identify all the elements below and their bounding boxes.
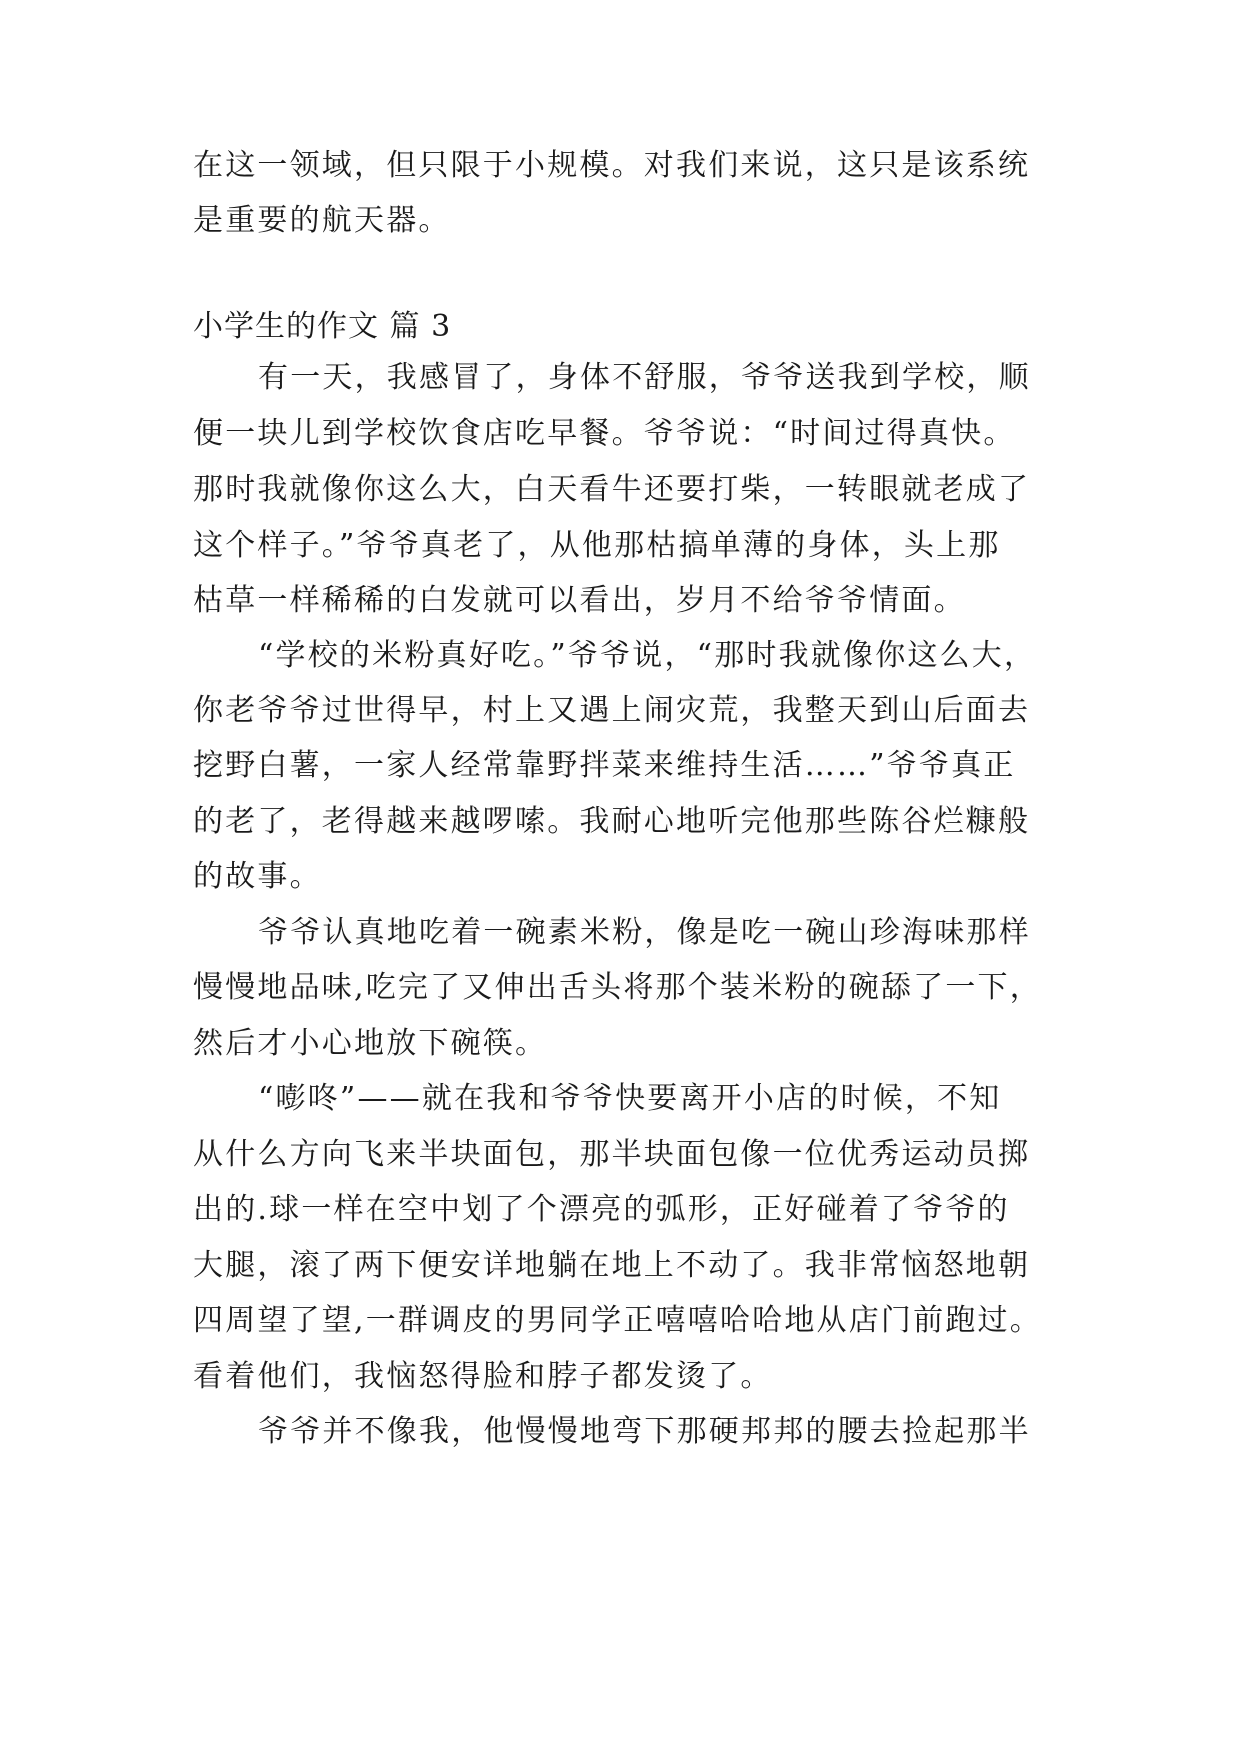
paragraph-2-line-3: 挖野白薯，一家人经常靠野拌菜来维持生活……”爷爷真正	[193, 748, 1016, 783]
paragraph-1-line-4: 这个样子。”爷爷真老了，从他那枯搞单薄的身体，头上那	[193, 528, 1001, 563]
continuation-line-2: 是重要的航天器。	[193, 203, 451, 238]
section-title: 小学生的作文 篇 3	[193, 309, 452, 344]
paragraph-4-line-1: “嘭咚”——就在我和爷爷快要离开小店的时候，不知	[258, 1081, 1002, 1116]
paragraph-1-line-5: 枯草一样稀稀的白发就可以看出，岁月不给爷爷情面。	[193, 583, 966, 618]
paragraph-4-line-5: 四周望了望,一群调皮的男同学正嘻嘻哈哈地从店门前跑过。	[193, 1303, 1042, 1338]
paragraph-2-line-5: 的故事。	[193, 859, 322, 894]
paragraph-3-line-3: 然后才小心地放下碗筷。	[193, 1026, 548, 1061]
paragraph-4-line-3: 出的.球一样在空中划了个漂亮的弧形，正好碰着了爷爷的	[193, 1192, 1010, 1227]
paragraph-5-line-1: 爷爷并不像我，他慢慢地弯下那硬邦邦的腰去捡起那半	[258, 1414, 1031, 1449]
paragraph-1-line-3: 那时我就像你这么大，白天看牛还要打柴，一转眼就老成了	[193, 472, 1031, 507]
paragraph-3-line-1: 爷爷认真地吃着一碗素米粉，像是吃一碗山珍海味那样	[258, 915, 1031, 950]
paragraph-4-line-2: 从什么方向飞来半块面包，那半块面包像一位优秀运动员掷	[193, 1137, 1031, 1172]
paragraph-4-line-4: 大腿，滚了两下便安详地躺在地上不动了。我非常恼怒地朝	[193, 1248, 1031, 1283]
continuation-line-1: 在这一领域，但只限于小规模。对我们来说，这只是该系统	[193, 148, 1031, 183]
paragraph-1-line-1: 有一天，我感冒了，身体不舒服，爷爷送我到学校，顺	[258, 360, 1031, 395]
paragraph-4-line-6: 看着他们，我恼怒得脸和脖子都发烫了。	[193, 1359, 773, 1394]
paragraph-1-line-2: 便一块儿到学校饮食店吃早餐。爷爷说：“时间过得真快。	[193, 416, 1016, 451]
paragraph-2-line-1: “学校的米粉真好吃。”爷爷说，“那时我就像你这么大，	[258, 638, 1037, 673]
paragraph-3-line-2: 慢慢地品味,吃完了又伸出舌头将那个装米粉的碗舔了一下，	[193, 970, 1042, 1005]
paragraph-2-line-2: 你老爷爷过世得早，村上又遇上闹灾荒，我整天到山后面去	[193, 693, 1031, 728]
paragraph-2-line-4: 的老了，老得越来越啰嗦。我耐心地听完他那些陈谷烂糠般	[193, 804, 1031, 839]
